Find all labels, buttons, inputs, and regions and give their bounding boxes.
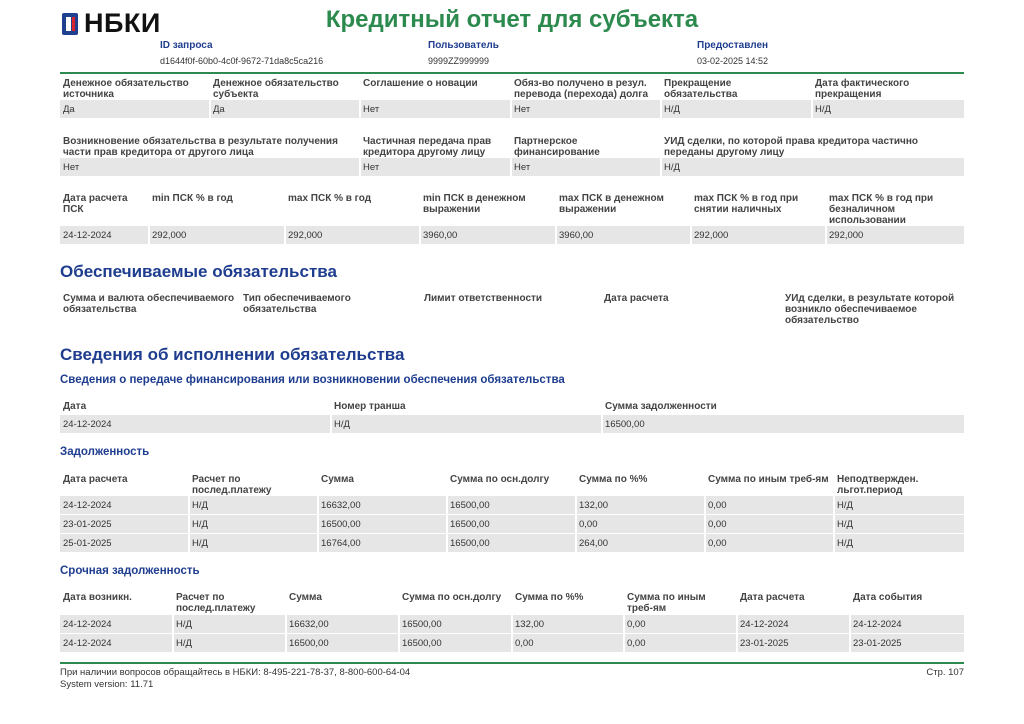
urgent-debt-table	[60, 591, 964, 652]
meta-request-id: ID запроса d1644f0f-60b0-4c0f-9672-71da8c5ca216	[160, 40, 324, 66]
table-row: 24-12-2024 Н/Д 16632,00 16500,00 132,00 0,00 24-12-2024 24-12-2024	[60, 615, 964, 633]
footer	[60, 667, 410, 691]
table-header-row: Сумма и валюта обеспечиваемого обязательства Тип обеспечиваемого обязательства Лимит ответственности Дата расчета УИд сделки, в результате которой возникло обеспечиваемое обязательство	[63, 293, 955, 326]
page-title: Кредитный отчет для субъекта	[325, 6, 699, 33]
header-divider	[60, 72, 964, 74]
table-header-row: Дата расчета ПСК min ПСК % в год max ПСК % в год min ПСК в денежном выражении max ПСК в денежном выражении max ПСК % в год при снятии наличных max ПСК % в год при безналичном использовании	[63, 193, 934, 226]
request-meta	[160, 40, 970, 68]
creditor-rights-table	[60, 134, 964, 176]
table-row: 24-12-2024 292,000 292,000 3960,00 3960,00 292,000 292,000	[60, 226, 964, 244]
table-row: Да Да Нет Нет Н/Д Н/Д	[60, 100, 964, 118]
table-header-row: Дата Номер транша Сумма задолженности	[63, 401, 717, 412]
table-header-row: Дата расчета Расчет по послед.платежу Сумма Сумма по осн.долгу Сумма по %% Сумма по иным треб-ям Неподтвержден. льгот.период	[63, 474, 919, 496]
table-row: 24-12-2024 Н/Д 16500,00	[60, 415, 964, 433]
footer-version: System version: 11.71	[60, 679, 154, 690]
footer-contact: При наличии вопросов обращайтесь в НБКИ: 8-495-221-78-37, 8-800-600-64-04	[60, 667, 411, 678]
table-row: Нет Нет Нет Н/Д	[60, 158, 964, 176]
page-number: Стр. 107	[926, 667, 964, 678]
table-header-row: Денежное обязательство источника Денежное обязательство субъекта Соглашение о новации Обяз-во получено в резул. перевода (перехода) долга Прекращение обязательства Дата фактического прекращения	[63, 78, 910, 100]
table-row: 24-12-2024 Н/Д 16632,00 16500,00 132,00 0,00 Н/Д	[60, 496, 964, 514]
financing-table	[60, 399, 964, 433]
subsection-title-debt: Задолженность	[60, 446, 150, 458]
section-title-execution: Сведения об исполнении обязательства	[60, 345, 405, 364]
table-row: 24-12-2024 Н/Д 16500,00 16500,00 0,00 0,00 23-01-2025 23-01-2025	[60, 634, 964, 652]
meta-provided: Предоставлен 03-02-2025 14:52	[697, 40, 769, 66]
meta-user: Пользователь 9999ZZ999999	[428, 40, 499, 66]
table-header-row: Дата возникн. Расчет по послед.платежу Сумма Сумма по осн.долгу Сумма по %% Сумма по иным треб-ям Дата расчета Дата события	[63, 592, 923, 614]
table-header-row: Возникновение обязательства в результате получения части прав кредитора от другого лица Частичная передача прав кредитора другому лицу Партнерское финансирование УИД сделки, по которой права кредитора частично переданы другому лицу	[63, 136, 919, 158]
logo-text: НБКИ	[84, 8, 161, 38]
table-row: 25-01-2025 Н/Д 16764,00 16500,00 264,00 0,00 Н/Д	[60, 534, 964, 552]
subsection-title-financing: Сведения о передаче финансирования или возникновении обеспечения обязательства	[60, 374, 565, 386]
secured-table	[60, 293, 964, 327]
obligation-flags-table	[60, 76, 964, 118]
psk-table	[60, 191, 964, 244]
debt-table	[60, 473, 964, 552]
subsection-title-urgent: Срочная задолженность	[60, 565, 200, 577]
table-row: 23-01-2025 Н/Д 16500,00 16500,00 0,00 0,00 Н/Д	[60, 515, 964, 533]
footer-divider	[60, 662, 964, 664]
section-title-secured: Обеспечиваемые обязательства	[60, 262, 337, 281]
